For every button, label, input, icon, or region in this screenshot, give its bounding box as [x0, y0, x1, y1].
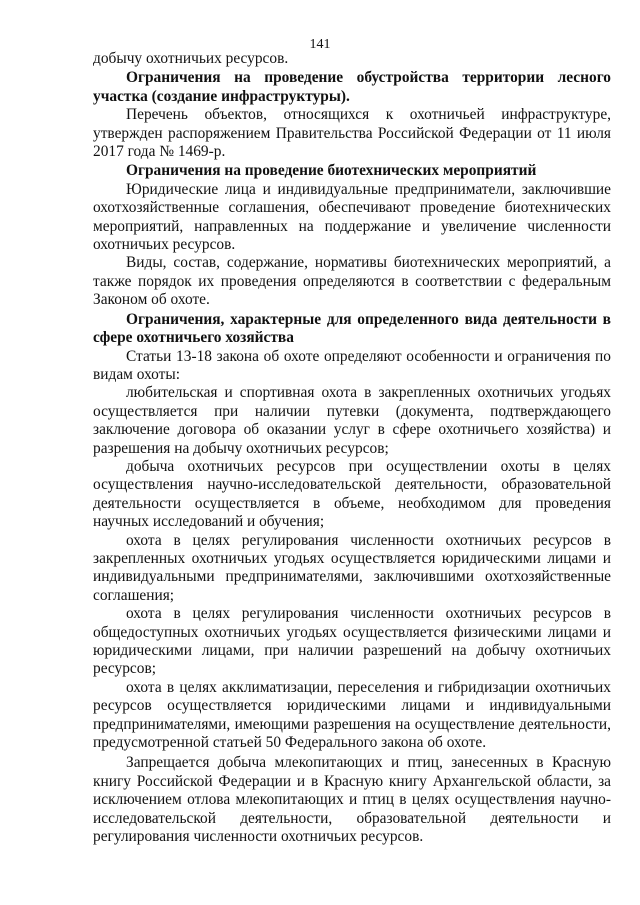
heading-biotechnical-restrictions: Ограничения на проведение биотехнических мероприятий [126, 162, 537, 180]
list-item-research-hunting: добыча охотничьих ресурсов при осуществлении охоты в целях осуществления научно-исследовательской деятельности, образовательной деятельности осуществляется в объеме, необходимом для проведения научных исследований и обучения; [93, 457, 611, 531]
paragraph-biotechnical-measures: Юридические лица и индивидуальные предприниматели, заключившие охотхозяйственные соглашения, обеспечивают проведение биотехнических мероприятий, направленных на поддержание и увеличение численности охотничьих ресурсов. [93, 180, 611, 254]
paragraph-articles: Статьи 13-18 закона об охоте определяют особенности и ограничения по видам охоты: [93, 347, 611, 383]
paragraph-red-book-prohibition: Запрещается добыча млекопитающих и птиц, занесенных в Красную книгу Российской Федерации и в Красную книгу Архангельской области, за исключением отлова млекопитающих и птиц в целях осуществления научно-исследовательской деятельности, образовательной деятельности и регулирования численности охотничьих ресурсов. [93, 754, 611, 846]
list-item-regulation-public: охота в целях регулирования численности охотничьих ресурсов в общедоступных охотничьих угодьях осуществляется физическими лицами и юридическими лицами, при наличии разрешений на добычу охотничьих ресурсов; [93, 605, 611, 678]
paragraph-infrastructure-list: Перечень объектов, относящихся к охотничьей инфраструктуре, утвержден распоряжением Правительства Российской Федерации от 11 июля 2017 года № 1469-р. [93, 106, 611, 161]
list-item-regulation-assigned: охота в целях регулирования численности охотничьих ресурсов в закрепленных охотничьих угодьях осуществляется юридическими лицами и индивидуальными предпринимателями, заключившими охотхозяйственные соглашения; [93, 531, 611, 604]
paragraph-biotechnical-types: Виды, состав, содержание, нормативы биотехнических мероприятий, а также порядок их проведения определяются в соответствии с федеральным Законом об охоте. [93, 254, 611, 309]
list-item-acclimatization: охота в целях акклиматизации, переселения и гибридизации охотничьих ресурсов осуществляется юридическими лицами и индивидуальными предпринимателями, имеющими разрешения на осуществление деятельности, предусмотренной статьей 50 Федерального закона об охоте. [93, 678, 611, 752]
heading-infrastructure-restrictions: Ограничения на проведение обустройства территории лесного участка (создание инфраструктуры). [93, 69, 611, 105]
list-item-amateur-hunting: любительская и спортивная охота в закрепленных охотничьих угодьях осуществляется при наличии путевки (документа, подтверждающего заключение договора об оказании услуг в сфере охотничьего хозяйства) и разрешения на добычу охотничьих ресурсов; [93, 384, 611, 457]
document-body [93, 50, 611, 846]
page-number: 141 [309, 37, 331, 52]
paragraph-continuation: добычу охотничьих ресурсов. [93, 50, 289, 67]
heading-activity-restrictions: Ограничения, характерные для определенного вида деятельности в сфере охотничьего хозяйства [93, 310, 611, 347]
